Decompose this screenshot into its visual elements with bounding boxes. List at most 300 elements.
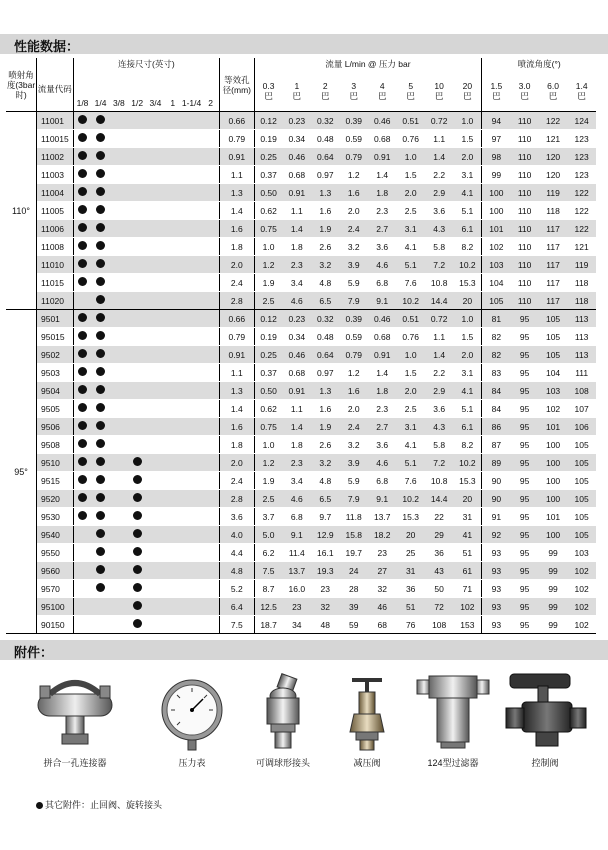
connection-size-cell (146, 346, 164, 364)
connection-size-cell (181, 112, 202, 130)
flow-rate-cell: 3.6 (425, 202, 453, 220)
flow-rate-cell: 0.91 (368, 346, 396, 364)
header-angle-pressure (539, 70, 567, 112)
flow-rate-cell: 0.75 (254, 418, 282, 436)
table-header (6, 58, 596, 112)
header-size: 3/8 (110, 70, 128, 112)
flow-rate-cell: 9.1 (368, 490, 396, 508)
flow-rate-cell: 102 (453, 598, 482, 616)
flow-code-cell: 11020 (37, 292, 74, 310)
flow-code-cell: 9570 (37, 580, 74, 598)
spray-angle-cell: 101 (482, 220, 510, 238)
spray-angle-cell: 120 (539, 148, 567, 166)
flow-rate-cell: 7.6 (396, 274, 424, 292)
connection-size-cell (73, 490, 91, 508)
connection-size-cell (146, 202, 164, 220)
connection-size-cell (110, 256, 128, 274)
flow-rate-cell: 3.4 (283, 274, 311, 292)
flow-rate-cell: 1.0 (254, 238, 282, 256)
spray-angle-cell: 122 (567, 202, 596, 220)
pressure-unit: 巴 (349, 90, 358, 101)
connection-size-cell (202, 238, 219, 256)
spray-angle-cell: 95 (510, 310, 538, 328)
header-spray-angle-degrees: 喷流角度(°) (482, 58, 596, 70)
connection-size-cell (202, 418, 219, 436)
flow-rate-cell: 0.79 (340, 148, 368, 166)
available-dot-icon (96, 547, 105, 556)
spray-angle-group: 95° (6, 310, 37, 634)
connection-size-cell (73, 184, 91, 202)
flow-code-cell: 11002 (37, 148, 74, 166)
spray-angle-cell: 122 (539, 112, 567, 130)
table-row (6, 202, 596, 220)
connection-size-cell (181, 598, 202, 616)
available-dot-icon (78, 169, 87, 178)
flow-rate-cell: 0.32 (311, 112, 339, 130)
table-row (6, 166, 596, 184)
flow-rate-cell: 19.7 (340, 544, 368, 562)
available-dot-icon (96, 187, 105, 196)
table-row (6, 220, 596, 238)
spray-angle-cell: 95 (510, 616, 538, 634)
flow-rate-cell: 0.51 (396, 112, 424, 130)
table-row (6, 454, 596, 472)
pressure-unit: 巴 (434, 90, 444, 101)
connection-size-cell (110, 274, 128, 292)
flow-rate-cell: 0.50 (254, 382, 282, 400)
flow-rate-cell: 36 (396, 580, 424, 598)
flow-rate-cell: 1.4 (368, 364, 396, 382)
flow-rate-cell: 1.4 (283, 220, 311, 238)
orifice-cell: 2.4 (220, 274, 255, 292)
flow-rate-cell: 3.7 (254, 508, 282, 526)
available-dot-icon (96, 223, 105, 232)
spray-angle-cell: 101 (539, 418, 567, 436)
orifice-cell: 2.0 (220, 454, 255, 472)
orifice-cell: 1.8 (220, 436, 255, 454)
available-dot-icon (78, 223, 87, 232)
flow-rate-cell: 61 (453, 562, 482, 580)
connection-size-cell (128, 436, 146, 454)
spray-angle-cell: 81 (482, 310, 510, 328)
connection-size-cell (202, 112, 219, 130)
orifice-cell: 3.6 (220, 508, 255, 526)
connection-size-cell (146, 436, 164, 454)
flow-rate-cell: 76 (396, 616, 424, 634)
header-angle-pressure (482, 70, 510, 112)
spray-angle-cell: 117 (539, 292, 567, 310)
available-dot-icon (78, 367, 87, 376)
connection-size-cell (128, 490, 146, 508)
flow-rate-cell: 71 (453, 580, 482, 598)
flow-rate-cell: 2.0 (340, 202, 368, 220)
connection-size-cell (91, 220, 109, 238)
line-strainer-icon (413, 672, 493, 752)
performance-title: 性能数据： (14, 39, 80, 54)
flow-code-cell: 9506 (37, 418, 74, 436)
flow-rate-cell: 3.6 (368, 436, 396, 454)
orifice-cell: 0.91 (220, 148, 255, 166)
connection-size-cell (91, 166, 109, 184)
flow-rate-cell: 6.8 (368, 472, 396, 490)
spray-angle-cell: 108 (567, 382, 596, 400)
flow-rate-cell: 0.48 (311, 130, 339, 148)
spray-angle-cell: 100 (539, 454, 567, 472)
connection-size-cell (165, 130, 181, 148)
connection-size-cell (91, 544, 109, 562)
connection-size-cell (202, 436, 219, 454)
flow-rate-cell: 2.7 (368, 418, 396, 436)
orifice-cell: 1.3 (220, 184, 255, 202)
connection-size-cell (128, 346, 146, 364)
spray-angle-cell: 84 (482, 400, 510, 418)
flow-rate-cell: 68 (368, 616, 396, 634)
flow-rate-cell: 0.50 (254, 184, 282, 202)
connection-size-cell (91, 130, 109, 148)
orifice-cell: 4.8 (220, 562, 255, 580)
spray-angle-cell: 89 (482, 454, 510, 472)
flow-code-cell: 95015 (37, 328, 74, 346)
flow-rate-cell: 24 (340, 562, 368, 580)
spray-angle-cell: 118 (539, 202, 567, 220)
connection-size-cell (128, 328, 146, 346)
pressure-unit: 巴 (377, 90, 387, 101)
orifice-cell: 4.4 (220, 544, 255, 562)
spray-angle-cell: 110 (510, 220, 538, 238)
flow-rate-cell: 1.2 (340, 166, 368, 184)
connection-size-cell (181, 130, 202, 148)
connection-size-cell (202, 148, 219, 166)
flow-rate-cell: 10.8 (425, 274, 453, 292)
connection-size-cell (110, 310, 128, 328)
orifice-cell: 7.5 (220, 616, 255, 634)
connection-size-cell (128, 202, 146, 220)
flow-rate-cell: 2.5 (254, 292, 282, 310)
available-dot-icon (96, 565, 105, 574)
available-dot-icon (78, 439, 87, 448)
spray-angle-cell: 117 (539, 220, 567, 238)
connection-size-cell (91, 454, 109, 472)
header-orifice: 等效孔径(mm) (220, 58, 255, 112)
connection-size-cell (128, 130, 146, 148)
adjustable-ball-fitting-icon (253, 672, 313, 752)
header-size: 1/4 (91, 70, 109, 112)
flow-rate-cell: 2.5 (254, 490, 282, 508)
pressure-unit: 巴 (577, 90, 586, 101)
available-dot-icon (96, 313, 105, 322)
flow-rate-cell: 5.9 (340, 274, 368, 292)
available-dot-icon (78, 457, 87, 466)
spray-angle-cell: 99 (482, 166, 510, 184)
spray-angle-cell: 123 (567, 148, 596, 166)
note-text: 其它附件：止回阀、旋转接头 (45, 800, 163, 810)
table-row (6, 148, 596, 166)
spray-angle-cell: 121 (539, 130, 567, 148)
available-dot-icon (78, 511, 87, 520)
flow-rate-cell: 3.1 (453, 364, 482, 382)
connection-size-cell (73, 364, 91, 382)
flow-rate-cell: 2.0 (396, 382, 424, 400)
connection-size-cell (165, 616, 181, 634)
connection-size-cell (110, 382, 128, 400)
flow-rate-cell: 14.4 (425, 292, 453, 310)
flow-rate-cell: 10.2 (453, 454, 482, 472)
connection-size-cell (110, 544, 128, 562)
connection-size-cell (73, 472, 91, 490)
flow-rate-cell: 7.2 (425, 454, 453, 472)
connection-size-cell (128, 400, 146, 418)
connection-size-cell (91, 526, 109, 544)
table-body (6, 112, 596, 634)
connection-size-cell (181, 256, 202, 274)
spray-angle-cell: 93 (482, 580, 510, 598)
orifice-cell: 1.4 (220, 400, 255, 418)
flow-code-cell: 9520 (37, 490, 74, 508)
table-row (6, 256, 596, 274)
flow-rate-cell: 4.1 (453, 184, 482, 202)
spray-angle-cell: 110 (510, 130, 538, 148)
flow-rate-cell: 3.9 (340, 454, 368, 472)
spray-angle-cell: 93 (482, 562, 510, 580)
connection-size-cell (91, 328, 109, 346)
flow-rate-cell: 1.4 (425, 148, 453, 166)
available-dot-icon (78, 493, 87, 502)
flow-code-cell: 9530 (37, 508, 74, 526)
connection-size-cell (91, 436, 109, 454)
available-dot-icon (96, 439, 105, 448)
connection-size-cell (181, 580, 202, 598)
available-dot-icon (133, 547, 142, 556)
spray-angle-cell: 99 (539, 616, 567, 634)
connection-size-cell (73, 166, 91, 184)
flow-rate-cell: 11.4 (283, 544, 311, 562)
flow-rate-cell: 50 (425, 580, 453, 598)
flow-code-cell: 11001 (37, 112, 74, 130)
flow-rate-cell: 6.5 (311, 292, 339, 310)
connection-size-cell (202, 364, 219, 382)
connection-size-cell (146, 274, 164, 292)
connection-size-cell (128, 544, 146, 562)
spray-angle-cell: 110 (510, 274, 538, 292)
spray-angle-cell: 105 (567, 526, 596, 544)
connection-size-cell (73, 616, 91, 634)
flow-rate-cell: 0.19 (254, 328, 282, 346)
flow-rate-cell: 0.62 (254, 400, 282, 418)
flow-rate-cell: 1.9 (311, 418, 339, 436)
flow-rate-cell: 0.75 (254, 220, 282, 238)
connection-size-cell (202, 202, 219, 220)
flow-rate-cell: 19.3 (311, 562, 339, 580)
flow-rate-cell: 23 (311, 580, 339, 598)
other-accessories-note (36, 798, 162, 811)
flow-code-cell: 9540 (37, 526, 74, 544)
flow-code-cell: 9515 (37, 472, 74, 490)
header-connection-size: 连接尺寸(英寸) (73, 58, 219, 70)
spray-angle-cell: 84 (482, 382, 510, 400)
flow-rate-cell: 5.1 (453, 202, 482, 220)
connection-size-cell (165, 184, 181, 202)
connection-size-cell (110, 580, 128, 598)
flow-rate-cell: 4.6 (283, 490, 311, 508)
connection-size-cell (128, 238, 146, 256)
connection-size-cell (181, 202, 202, 220)
connection-size-cell (146, 598, 164, 616)
connection-size-cell (110, 598, 128, 616)
flow-rate-cell: 0.46 (368, 112, 396, 130)
connection-size-cell (110, 454, 128, 472)
connection-size-cell (146, 454, 164, 472)
flow-rate-cell: 0.97 (311, 166, 339, 184)
flow-rate-cell: 10.2 (453, 256, 482, 274)
connection-size-cell (146, 166, 164, 184)
connection-size-cell (146, 256, 164, 274)
flow-rate-cell: 16.1 (311, 544, 339, 562)
table-row (6, 562, 596, 580)
available-dot-icon (96, 367, 105, 376)
table-row (6, 328, 596, 346)
flow-rate-cell: 2.2 (425, 166, 453, 184)
connection-size-cell (128, 418, 146, 436)
connection-size-cell (202, 274, 219, 292)
table-row (6, 418, 596, 436)
spray-angle-cell: 106 (567, 418, 596, 436)
available-dot-icon (78, 475, 87, 484)
flow-rate-cell: 3.2 (340, 238, 368, 256)
flow-rate-cell: 0.68 (283, 364, 311, 382)
header-pressure (396, 70, 424, 112)
flow-rate-cell: 1.9 (311, 220, 339, 238)
spray-angle-cell: 102 (567, 562, 596, 580)
available-dot-icon (133, 457, 142, 466)
header-size: 1/2 (128, 70, 146, 112)
connection-size-cell (165, 382, 181, 400)
connection-size-cell (165, 202, 181, 220)
available-dot-icon (78, 259, 87, 268)
connection-size-cell (73, 544, 91, 562)
connection-size-cell (165, 274, 181, 292)
connection-size-cell (165, 562, 181, 580)
flow-rate-cell: 1.5 (396, 166, 424, 184)
connection-size-cell (181, 472, 202, 490)
spray-angle-cell: 102 (539, 400, 567, 418)
table-row (6, 292, 596, 310)
connection-size-cell (73, 112, 91, 130)
connection-size-cell (91, 616, 109, 634)
flow-rate-cell: 2.6 (311, 238, 339, 256)
flow-rate-cell: 2.4 (340, 220, 368, 238)
table-row (6, 598, 596, 616)
connection-size-cell (202, 508, 219, 526)
connection-size-cell (73, 382, 91, 400)
flow-rate-cell: 5.1 (396, 256, 424, 274)
spray-angle-cell: 100 (539, 490, 567, 508)
connection-size-cell (165, 544, 181, 562)
available-dot-icon (96, 241, 105, 250)
flow-rate-cell: 1.6 (311, 400, 339, 418)
flow-rate-cell: 32 (368, 580, 396, 598)
orifice-cell: 2.4 (220, 472, 255, 490)
flow-rate-cell: 25 (396, 544, 424, 562)
connection-size-cell (128, 256, 146, 274)
connection-size-cell (146, 400, 164, 418)
connection-size-cell (202, 382, 219, 400)
spray-angle-cell: 95 (510, 472, 538, 490)
accessory-split-eyelet-connector (30, 672, 120, 769)
flow-rate-cell: 3.1 (453, 166, 482, 184)
pressure-unit: 巴 (463, 90, 472, 101)
flow-rate-cell: 2.4 (340, 418, 368, 436)
connection-size-cell (202, 490, 219, 508)
connection-size-cell (202, 454, 219, 472)
available-dot-icon (78, 241, 87, 250)
connection-size-cell (91, 310, 109, 328)
connection-size-cell (165, 436, 181, 454)
connection-size-cell (181, 454, 202, 472)
connection-size-cell (91, 112, 109, 130)
connection-size-cell (165, 490, 181, 508)
pressure-unit: 巴 (548, 90, 558, 101)
flow-rate-cell: 41 (453, 526, 482, 544)
flow-rate-cell: 16.0 (283, 580, 311, 598)
flow-rate-cell: 6.1 (453, 418, 482, 436)
available-dot-icon (133, 583, 142, 592)
connection-size-cell (91, 472, 109, 490)
connection-size-cell (202, 220, 219, 238)
available-dot-icon (96, 151, 105, 160)
connection-size-cell (110, 346, 128, 364)
flow-rate-cell: 1.2 (340, 364, 368, 382)
connection-size-cell (165, 508, 181, 526)
spray-angle-cell: 119 (539, 184, 567, 202)
spray-angle-cell: 100 (482, 184, 510, 202)
available-dot-icon (96, 205, 105, 214)
header-size: 2 (202, 70, 219, 112)
connection-size-cell (110, 490, 128, 508)
connection-size-cell (146, 112, 164, 130)
flow-rate-cell: 4.6 (368, 454, 396, 472)
flow-rate-cell: 1.3 (311, 184, 339, 202)
flow-code-cell: 11008 (37, 238, 74, 256)
connection-size-cell (91, 562, 109, 580)
flow-rate-cell: 18.7 (254, 616, 282, 634)
spray-angle-cell: 105 (567, 436, 596, 454)
table-row (6, 580, 596, 598)
connection-size-cell (110, 400, 128, 418)
connection-size-cell (165, 364, 181, 382)
connection-size-cell (73, 310, 91, 328)
header-size: 1 (165, 70, 181, 112)
connection-size-cell (202, 292, 219, 310)
spray-angle-cell: 95 (510, 382, 538, 400)
pressure-value: 3.0 (518, 80, 531, 91)
flow-rate-cell: 153 (453, 616, 482, 634)
flow-rate-cell: 34 (283, 616, 311, 634)
flow-code-cell: 9502 (37, 346, 74, 364)
table-row (6, 436, 596, 454)
connection-size-cell (181, 292, 202, 310)
flow-rate-cell: 3.9 (340, 256, 368, 274)
available-dot-icon (96, 583, 105, 592)
connection-size-cell (181, 148, 202, 166)
connection-size-cell (128, 166, 146, 184)
spray-angle-cell: 102 (567, 580, 596, 598)
connection-size-cell (181, 616, 202, 634)
accessory-line-strainer (408, 672, 498, 769)
flow-rate-cell: 3.6 (425, 400, 453, 418)
connection-size-cell (165, 454, 181, 472)
flow-rate-cell: 27 (368, 562, 396, 580)
connection-size-cell (73, 346, 91, 364)
